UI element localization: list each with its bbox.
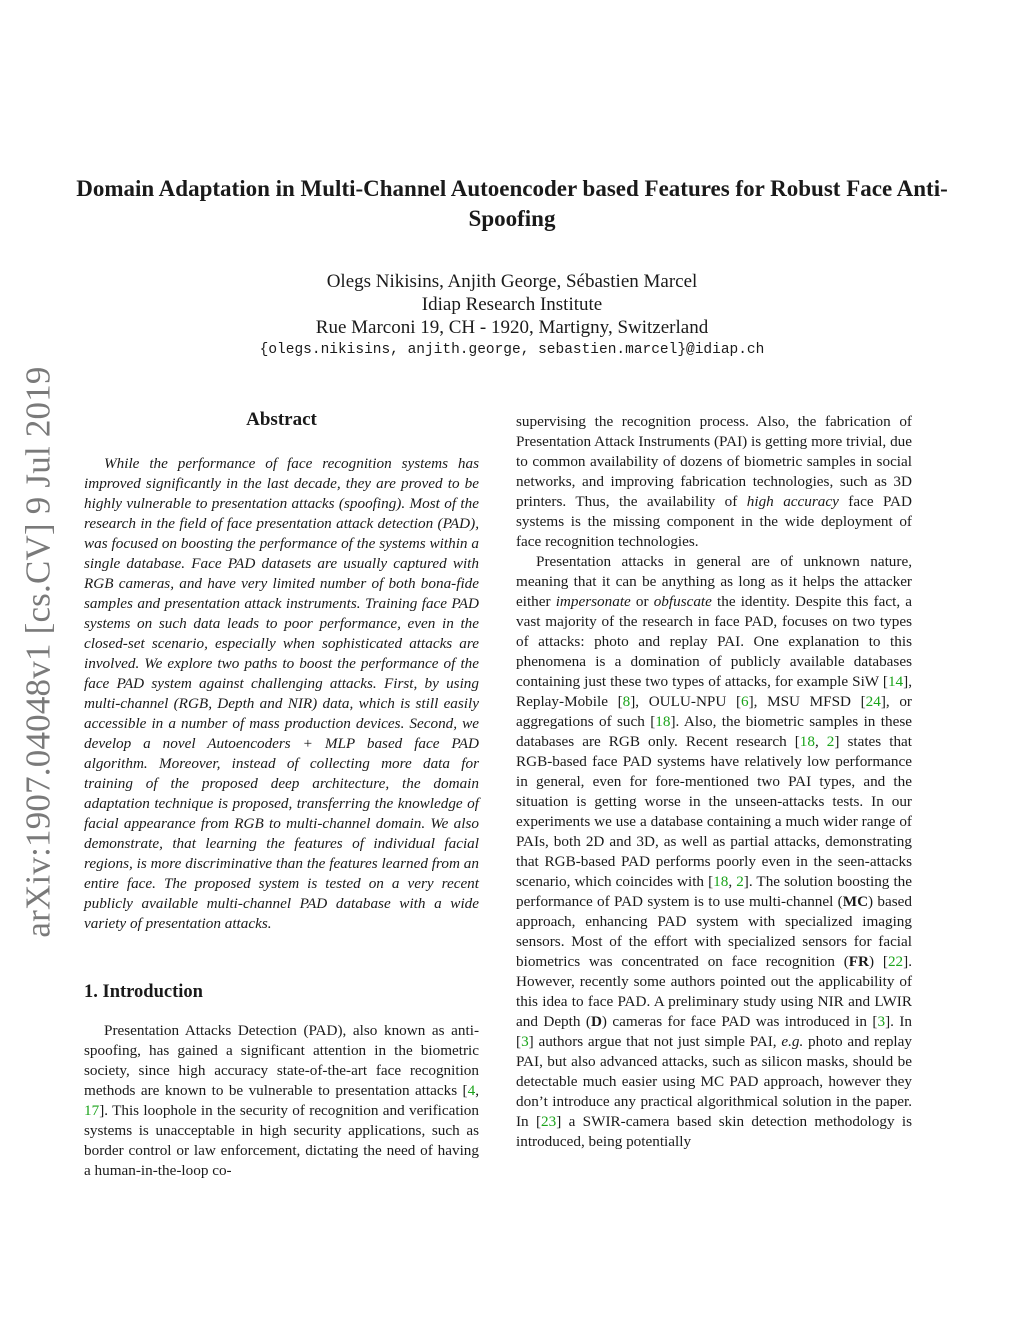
section-heading-introduction: 1. Introduction <box>84 982 203 1002</box>
citation-link[interactable]: 4 <box>467 1082 476 1099</box>
paper-title: Domain Adaptation in Multi-Channel Autoencoder based Features for Robust Face Anti-Spoofing <box>76 176 948 231</box>
citation-link[interactable]: 14 <box>887 673 904 690</box>
abstract-text: While the performance of face recognition systems has improved significantly in the last decade, they are proved to be highly vulnerable to presentation attacks (spoofing). Most of the research in the field of face presentation attack detection (PAD), was focused on boosting the performance of the systems within a single database. Face PAD datasets are usually captured with RGB cameras, and have very limited number of both bona-fide samples and presentation attack instruments. Training face PAD systems on such data leads to poor performance, even in the closed-set scenario, especially when sophisticated attacks are involved. We explore two paths to boost the performance of the face PAD system against challenging attacks. First, by using multi-channel (RGB, Depth and NIR) data, which is still easily accessible in a number of mass production devices. Second, we develop a novel Autoencoders + MLP based face PAD algorithm. Moreover, instead of collecting more data for training of the proposed deep architecture, the domain adaptation technique is proposed, transferring the knowledge of facial appearance from RGB to multi-channel domain. We also demonstrate, that learning the features of individual facial regions, is more discriminative than the features learned from an entire face. The proposed system is tested on a very recent publicly available multi-channel PAD database with a wide variety of presentation attacks. <box>84 455 479 932</box>
right-column <box>516 412 912 1152</box>
author-email: {olegs.nikisins, anjith.george, sebastien.marcel}@idiap.ch <box>259 342 765 358</box>
author-block <box>60 270 964 362</box>
citation-link[interactable]: 2 <box>736 873 744 890</box>
arxiv-stamp-text: arXiv:1907.04048v1 [cs.CV] 9 Jul 2019 <box>19 366 58 938</box>
intro-paragraph-1: Presentation Attacks Detection (PAD), also known as anti-spoofing, has gained a significant attention in the biometric society, since high accuracy state-of-the-art face recognition methods are known to be vulnerable to presentation attacks [4, 17]. This loophole in the security of recognition and verification systems is unacceptable in high security applications, such as border control or law enforcement, dictating the need of having a human-in-the-loop co- <box>84 1022 479 1179</box>
abstract-heading: Abstract <box>246 409 317 430</box>
citation-link[interactable]: 18 <box>713 873 729 890</box>
citation-link[interactable]: 3 <box>521 1033 529 1050</box>
author-address: Rue Marconi 19, CH - 1920, Martigny, Switzerland <box>315 317 709 338</box>
citation-link[interactable]: 22 <box>887 953 904 970</box>
citation-link[interactable]: 8 <box>622 693 631 710</box>
right-paragraph-2: Presentation attacks in general are of unknown nature, meaning that it can be anything as long as it helps the attacker either impersonate or obfuscate the identity. Despite this fact, a vast majority of the research in face PAD, focuses on two types of attacks: photo and replay PAI. One explanation to this phenomena is a domination of publicly available databases containing just these two types of attacks, for example SiW [14], Replay-Mobile [8], OULU-NPU [6], MSU MFSD [24], or aggregations of such [18]. Also, the biometric samples in these databases are RGB only. Recent research [18, 2] states that RGB-based face PAD systems have relatively low performance in general, even for fore-mentioned two PAI types, and the situation is getting worse in the unseen-attacks tests. In our experiments we use a database containing a much wider range of PAIs, both 2D and 3D, as well as partial attacks, demonstrating that RGB-based PAD performs poorly even in the seen-attacks scenario, which coincides with [18, 2]. The solution boosting the performance of PAD system is to use multi-channel (MC) based approach, enhancing PAD system with specialized imaging sensors. Most of the effort with specialized sensors for facial biometrics was concentrated on face recognition (FR) [22]. However, recently some authors pointed out the applicability of this idea to face PAD. A preliminary study using NIR and LWIR and Depth (D) cameras for face PAD was introduced in [3]. In [3] authors argue that not just simple PAI, e.g. photo and replay PAI, but also advanced attacks, such as silicon masks, should be detectable much easier using MC PAD approach, however they don’t introduce any practical algorithmical solution in the paper. In [23] a SWIR-camera based skin detection methodology is introduced, being potentially <box>516 553 913 1150</box>
left-column <box>84 408 479 1181</box>
arxiv-stamp <box>14 366 64 938</box>
citation-link[interactable]: 17 <box>84 1102 100 1119</box>
author-names: Olegs Nikisins, Anjith George, Sébastien Marcel <box>326 271 698 292</box>
citation-link[interactable]: 3 <box>877 1013 886 1030</box>
citation-link[interactable]: 23 <box>541 1113 557 1130</box>
citation-link[interactable]: 6 <box>741 693 749 710</box>
citation-link[interactable]: 18 <box>655 713 671 730</box>
citation-link[interactable]: 18 <box>799 733 815 750</box>
author-institute: Idiap Research Institute <box>421 294 603 315</box>
citation-link[interactable]: 24 <box>865 693 881 710</box>
right-paragraph-1: supervising the recognition process. Also, the fabrication of Presentation Attack Instruments (PAI) is getting more trivial, due to common availability of dozens of biometric samples in social networks, and improving fabrication technologies, such as 3D printers. Thus, the availability of high accuracy face PAD systems is the missing component in the wide deployment of face recognition technologies. <box>516 413 912 550</box>
citation-link[interactable]: 2 <box>826 733 835 750</box>
